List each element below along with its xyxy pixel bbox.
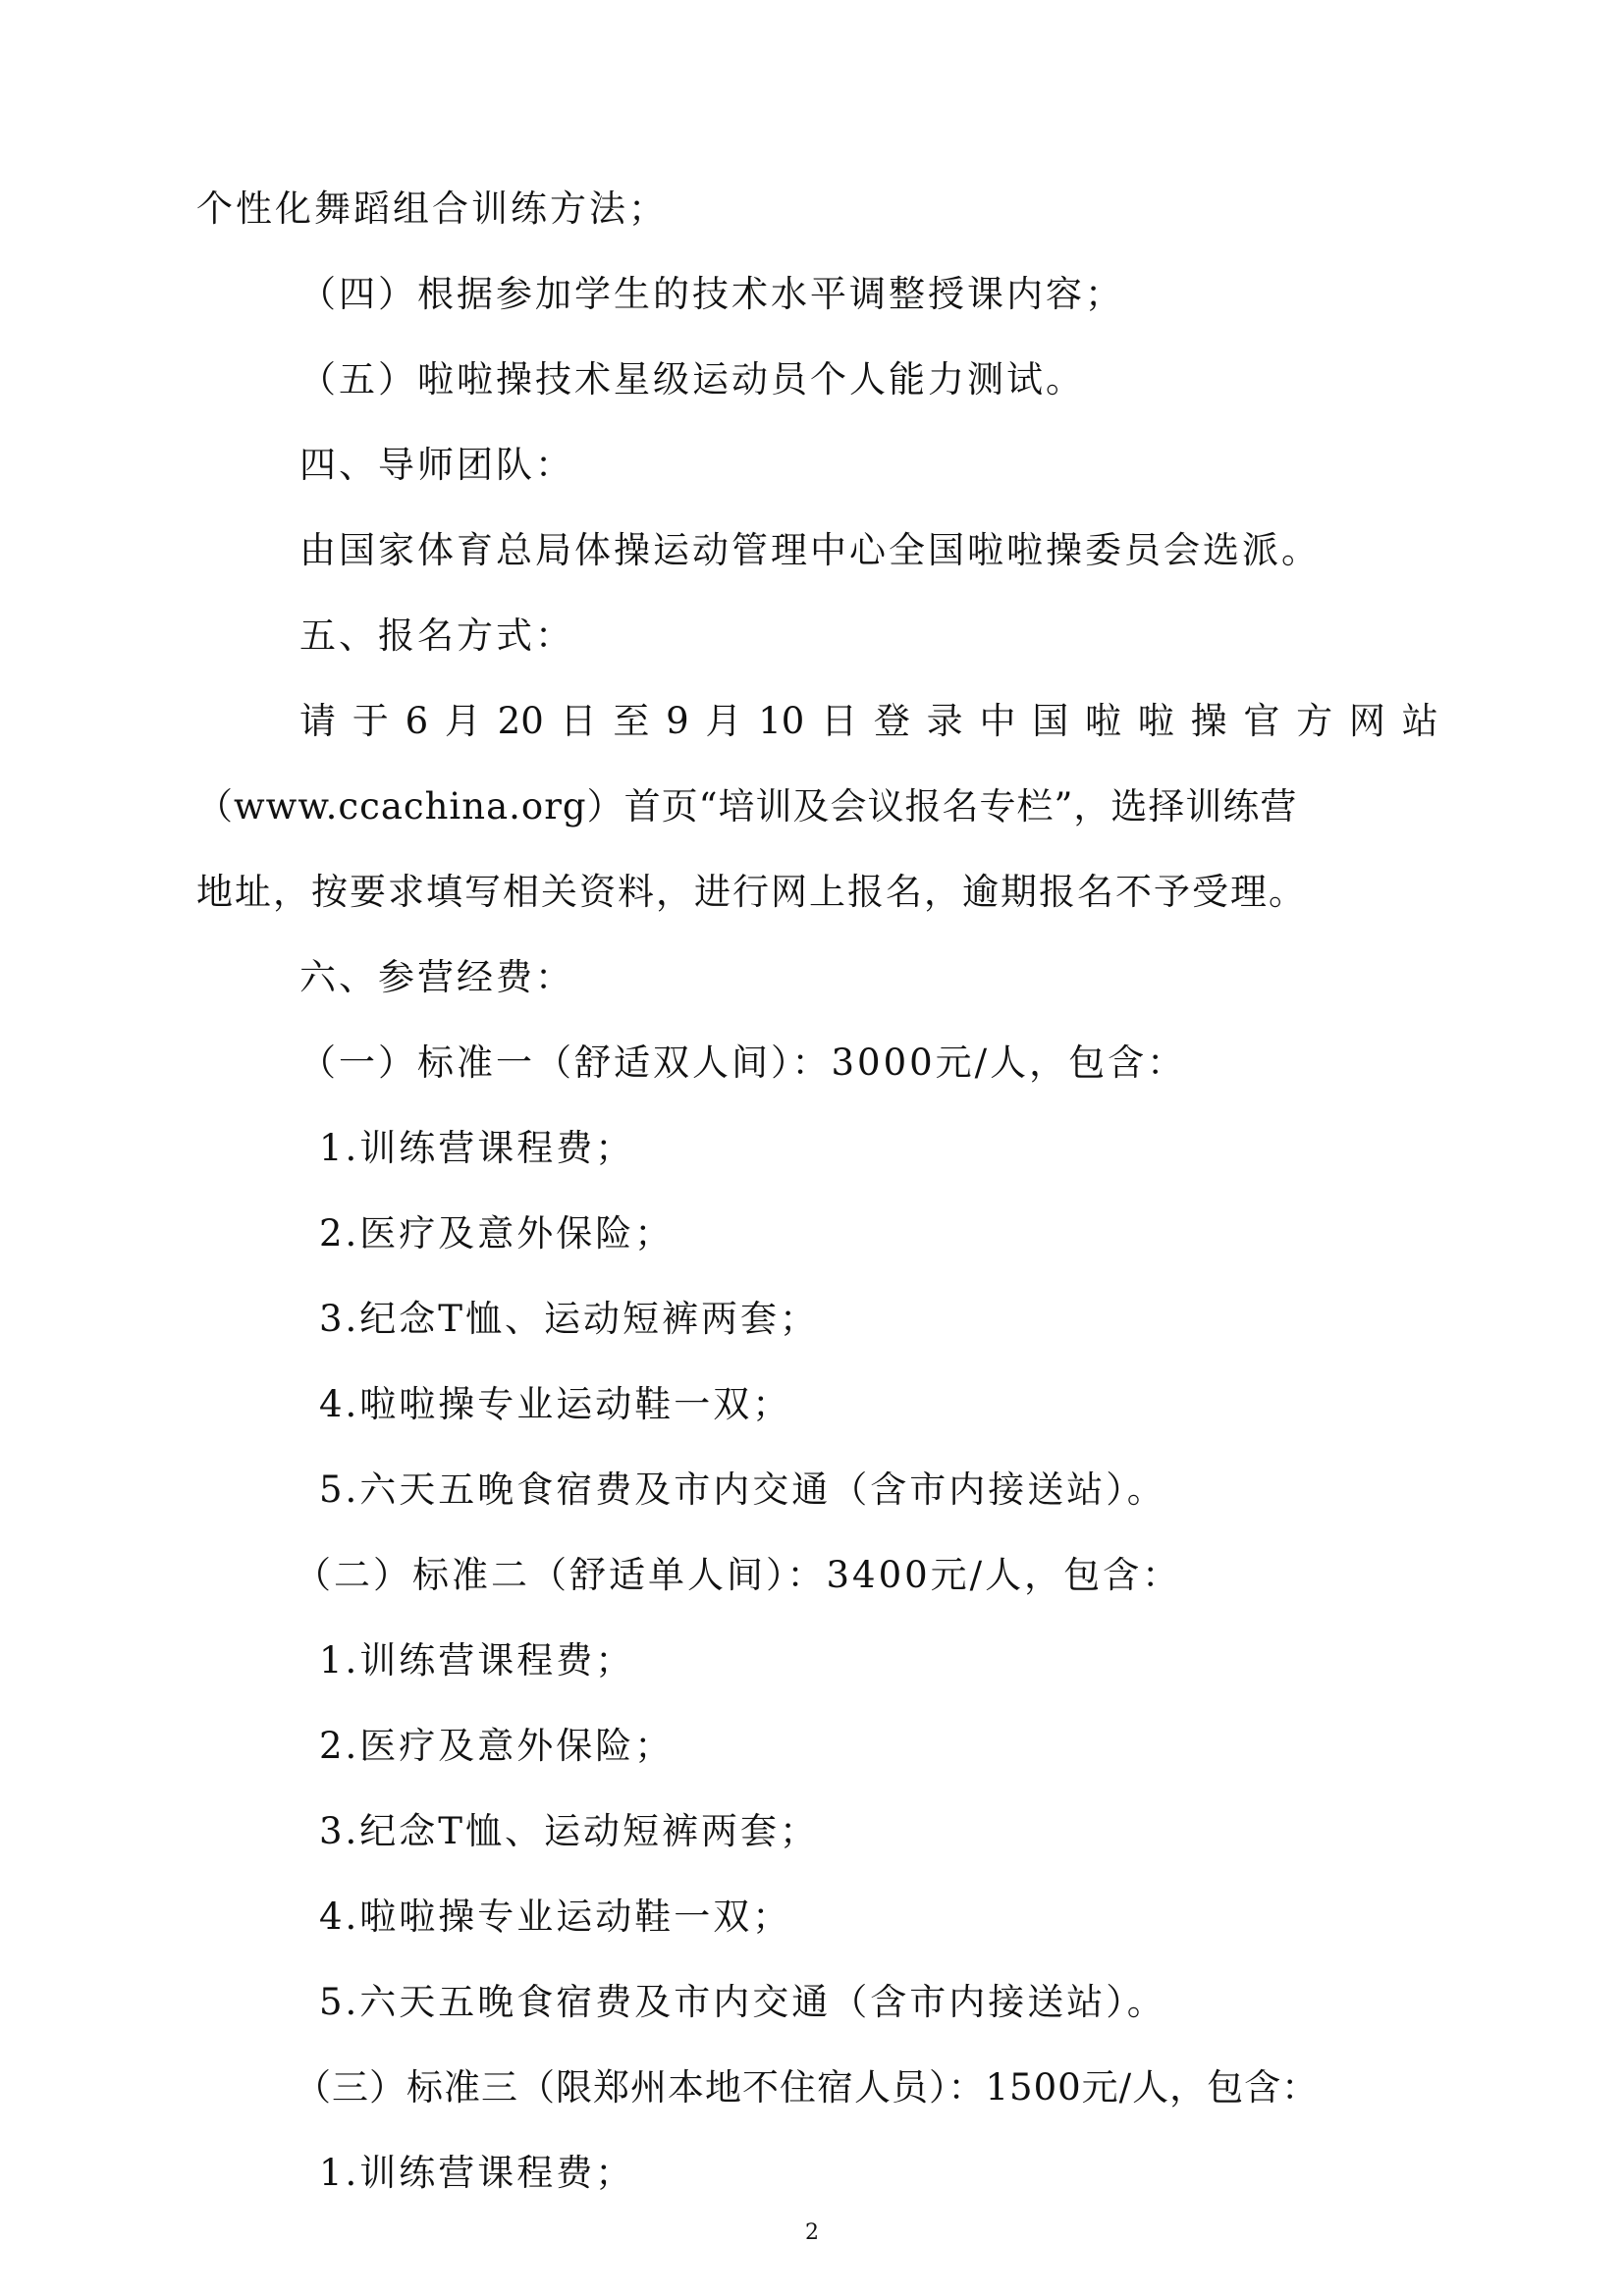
section-heading-mentors: 四、导师团队： <box>299 444 574 486</box>
word: 官 <box>1243 700 1280 742</box>
word: 啦 <box>1137 700 1174 742</box>
text-line-registration-1 <box>299 697 1438 746</box>
page-number: 2 <box>805 2220 819 2245</box>
list-item: 2.医疗及意外保险； <box>319 1725 675 1767</box>
word: 登 <box>873 700 910 742</box>
section-heading-fees: 六、参营经费： <box>299 956 574 998</box>
text-line-standard-2: （二）标准二（舒适单人间）：3400元/人，包含： <box>295 1554 1182 1596</box>
list-item: 4.啦啦操专业运动鞋一双； <box>319 1896 792 1938</box>
text-line-item-4: （四）根据参加学生的技术水平调整授课内容； <box>299 273 1124 315</box>
list-item: 1.训练营课程费； <box>319 2152 635 2194</box>
text-line-registration-2: （www.ccachina.org）首页“培训及会议报名专栏”，选择训练营 <box>196 785 1298 828</box>
word: 网 <box>1348 700 1385 742</box>
list-item: 3.纪念T恤、运动短裤两套； <box>319 1298 819 1340</box>
word: 方 <box>1296 700 1333 742</box>
list-item: 3.纪念T恤、运动短裤两套； <box>319 1810 819 1852</box>
word: 20 <box>497 700 544 742</box>
word: 10 <box>758 700 805 742</box>
text-line-mentors: 由国家体育总局体操运动管理中心全国啦啦操委员会选派。 <box>299 529 1321 571</box>
text-line-item-5: （五）啦啦操技术星级运动员个人能力测试。 <box>299 358 1085 400</box>
text-line-continuation: 个性化舞蹈组合训练方法； <box>196 187 668 230</box>
text-line-standard-3: （三）标准三（限郑州本地不住宿人员）：1500元/人，包含： <box>295 2066 1320 2109</box>
list-item: 2.医疗及意外保险； <box>319 1212 675 1255</box>
list-item: 1.训练营课程费； <box>319 1639 635 1682</box>
word: 啦 <box>1085 700 1121 742</box>
word: 月 <box>705 700 742 742</box>
section-heading-registration: 五、报名方式： <box>299 614 574 657</box>
word: 中 <box>979 700 1016 742</box>
list-item: 1.训练营课程费； <box>319 1127 635 1169</box>
word: 月 <box>444 700 481 742</box>
word: 操 <box>1190 700 1227 742</box>
word: 9 <box>666 700 689 742</box>
text-line-registration-3: 地址，按要求填写相关资料，进行网上报名，逾期报名不予受理。 <box>196 871 1307 913</box>
word: 录 <box>926 700 963 742</box>
word: 日 <box>560 700 597 742</box>
text-line-standard-1: （一）标准一（舒适双人间）：3000元/人，包含： <box>299 1041 1187 1084</box>
word: 站 <box>1401 700 1438 742</box>
word: 至 <box>613 700 650 742</box>
list-item: 5.六天五晚食宿费及市内交通（含市内接送站）。 <box>319 1981 1166 2023</box>
list-item: 4.啦啦操专业运动鞋一双； <box>319 1383 792 1425</box>
word: 于 <box>352 700 389 742</box>
word: 6 <box>405 700 429 742</box>
word: 请 <box>299 700 336 742</box>
list-item: 5.六天五晚食宿费及市内交通（含市内接送站）。 <box>319 1468 1166 1511</box>
word: 国 <box>1032 700 1069 742</box>
word: 日 <box>821 700 858 742</box>
